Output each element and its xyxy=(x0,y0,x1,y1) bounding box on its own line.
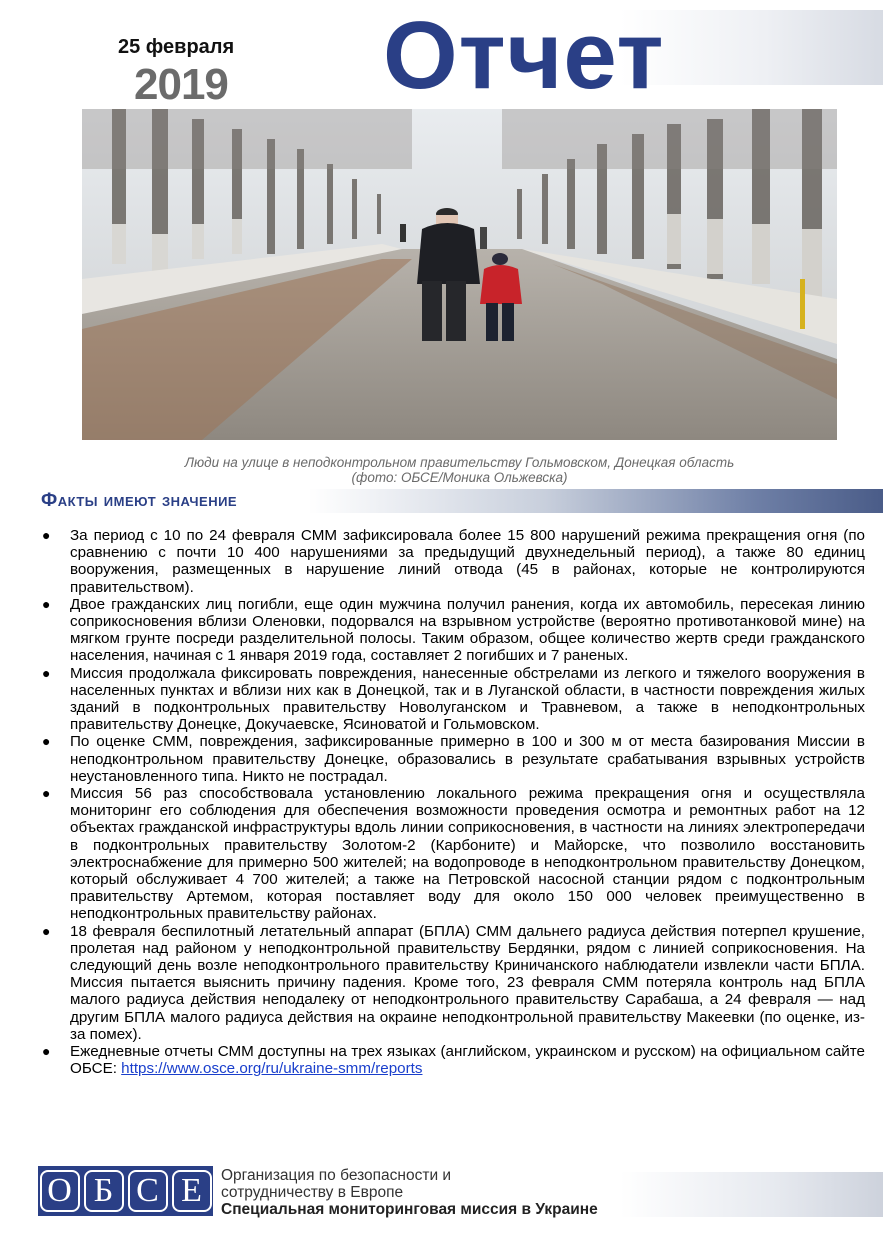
footer-gradient-band xyxy=(620,1172,883,1217)
facts-list xyxy=(42,527,865,1078)
mission-name: Специальная мониторинговая миссия в Украине xyxy=(221,1201,598,1218)
bullet-icon: ● xyxy=(42,595,51,612)
reports-link[interactable]: https://www.osce.org/ru/ukraine-smm/reports xyxy=(121,1060,423,1078)
fact-text: 18 февраля беспилотный летательный аппарат (БПЛА) СММ дальнего радиуса действия потерпел крушение, пролетая над районом у неподконтрольной правительству Бердянки, рядом с линией соприкосновения. На следующий день возле неподконтрольного правительству Криничанского наблюдатели извлекли части БПЛА. Миссия пытается выяснить причину падения. Кроме того, 23 февраля СММ потеряла контроль над БПЛА малого радиуса действия неподалеку от неподконтрольного правительству Сарабаша, а 24 февраля — над другим БПЛА малого радиуса действия на окраине неподконтрольной правительству Макеевки (по оценке, из-за помех). xyxy=(70,922,865,1043)
section-title: Факты имеют значение xyxy=(41,490,238,511)
logo-letter: С xyxy=(128,1170,168,1212)
bullet-icon: ● xyxy=(42,1043,51,1060)
fact-item xyxy=(42,596,865,665)
fact-text: Миссия продолжала фиксировать повреждения, нанесенные обстрелами из легкого и тяжелого вооружения в населенных пунктах и вблизи них как в Донецкой, так и в Луганской области, в частности повреждения жилых зданий в подконтрольных правительству Новолуганском и Травневом, а также в неподконтрольных правительству Донецке, Докучаевске, Ясиноватой и Гольмовском. xyxy=(70,664,865,734)
logo-letter: Б xyxy=(84,1170,124,1212)
fact-item xyxy=(42,733,865,785)
org-name-line2: сотрудничеству в Европе xyxy=(221,1184,404,1201)
photo-caption xyxy=(82,455,837,485)
bullet-icon: ● xyxy=(42,785,51,802)
fact-text: Двое гражданских лиц погибли, еще один мужчина получил ранения, когда их автомобиль, пересекая линию соприкосновения вблизи Оленовки, подорвался на взрывном устройстве (вероятно противотанковой мине) на мягком грунте посреди разделительной полосы. Таким образом, общее количество жертв среди гражданского населения, начиная с 1 января 2019 года, составляет 2 погибших и 7 раненых. xyxy=(70,595,865,665)
bullet-icon: ● xyxy=(42,527,51,543)
bullet-icon: ● xyxy=(42,922,51,939)
fact-item xyxy=(42,785,865,923)
fact-item-reports xyxy=(42,1043,865,1077)
report-title: Отчет xyxy=(383,2,665,109)
bullet-icon: ● xyxy=(42,664,51,681)
fact-text: За период с 10 по 24 февраля СММ зафиксировала более 15 800 нарушений режима прекращения огня (по сравнению с почти 10 400 нарушениями за предыдущий двухнедельный период), а также 80 единиц вооружения, размещенных в нарушение линий отвода (45 в районах, которые не контролируются правительством). xyxy=(70,527,865,596)
org-name-line1: Организация по безопасности и xyxy=(221,1167,452,1184)
bullet-icon: ● xyxy=(42,733,51,750)
report-photo xyxy=(82,109,837,440)
logo-letter: О xyxy=(40,1170,80,1212)
fact-text: По оценке СММ, повреждения, зафиксированные примерно в 100 и 300 м от места базирования Миссии в неподконтрольном правительству Донецке, образовались в результате срабатывания взрывных устройств неустановленного типа. Никто не пострадал. xyxy=(70,733,865,785)
photo-caption-line2: (фото: ОБСЕ/Моника Ольжевска) xyxy=(351,470,568,485)
logo-letter: Е xyxy=(172,1170,212,1212)
photo-caption-line1: Люди на улице в неподконтрольном правительству Гольмовском, Донецкая область xyxy=(184,455,735,470)
report-date-year: 2019 xyxy=(134,60,228,109)
fact-item xyxy=(42,527,865,596)
fact-text: Ежедневные отчеты СММ доступны на трех языках (английском, украинском и русском) на официальном сайте ОБСЕ: xyxy=(70,1043,865,1078)
osce-logo xyxy=(38,1166,213,1216)
fact-text: Миссия 56 раз способствовала установлению локального режима прекращения огня и осуществляла мониторинг его соблюдения для обеспечения возможности проведения осмотра и ремонтных работ на 12 объектах гражданской инфраструктуры вдоль линии соприкосновения, в частности на линиях электропередачи в подконтрольных правительству Золотом-2 (Карбоните) и Майорске, что позволило восстановить электроснабжение для примерно 500 жителей; на водопроводе в неподконтрольном правительству Донецком, который обслуживает 4 700 жителей; а также на Петровской насосной станции рядом с подконтрольным правительству Артемом, которая поставляет воду для около 150 000 человек преимущественно в неподконтрольных правительству районах. xyxy=(70,785,865,923)
street-photo-illustration xyxy=(82,109,837,440)
report-date-day: 25 февраля xyxy=(118,36,235,58)
fact-item xyxy=(42,665,865,734)
fact-item xyxy=(42,923,865,1043)
